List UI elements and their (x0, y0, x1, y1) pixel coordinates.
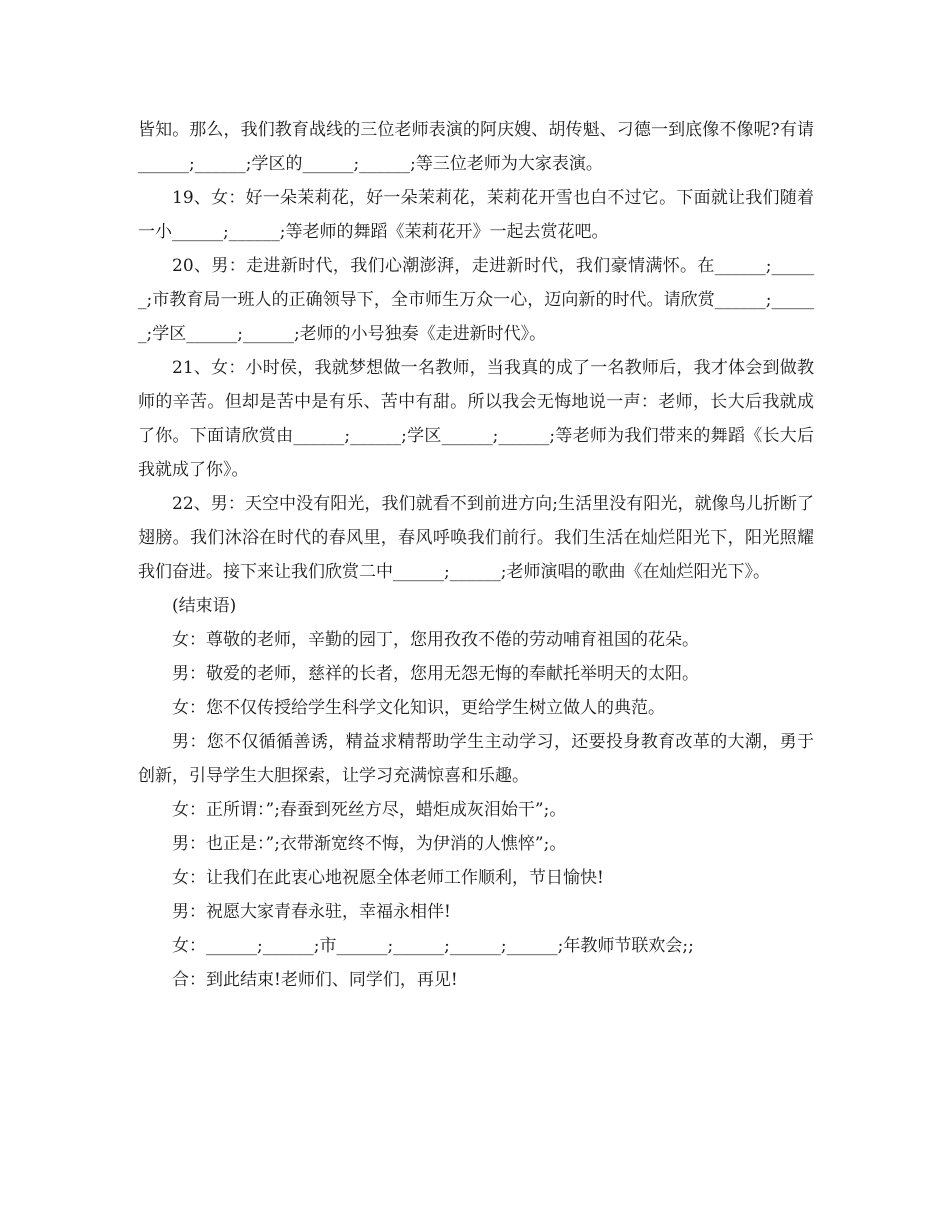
closing-heading: (结束语) (172, 596, 237, 616)
paragraph-20: 20、男：走进新时代，我们心潮澎湃，走进新时代，我们豪情满怀。在______;______;市教育局一班人的正确领导下，全市师生万众一心，迈向新的时代。请欣赏______;______;学区______;______;老师的小号独奏《走进新时代》。 (138, 256, 814, 344)
closing-line-5: 女：正所谓：”;春蚕到死丝方尽，蜡炬成灰泪始干”;。 (172, 800, 567, 820)
paragraph-19: 19、女：好一朵茉莉花，好一朵茉莉花，茉莉花开雪也白不过它。下面就让我们随着一小______;______;等老师的舞蹈《茉莉花开》一起去赏花吧。 (138, 188, 814, 242)
closing-line-3: 女：您不仅传授给学生科学文化知识，更给学生树立做人的典范。 (172, 698, 665, 718)
paragraph-22: 22、男：天空中没有阳光，我们就看不到前进方向;生活里没有阳光，就像鸟儿折断了翅膀。我们沐浴在时代的春风里，春风呼唤我们前行。我们生活在灿烂阳光下，阳光照耀我们奋进。接下来让我们欣赏二中______;______;老师演唱的歌曲《在灿烂阳光下》。 (138, 494, 814, 582)
closing-line-2: 男：敬爱的老师，慈祥的长者，您用无怨无悔的奉献托举明天的太阳。 (172, 664, 699, 684)
closing-line-9: 女：______;______;市______;______;______;______;年教师节联欢会;; (172, 936, 694, 956)
paragraph-21: 21、女：小时侯，我就梦想做一名教师，当我真的成了一名教师后，我才体会到做教师的辛苦。但却是苦中是有乐、苦中有甜。所以我会无悔地说一声：老师，长大后我就成了你。下面请欣赏由______;______;学区______;______;等老师为我们带来的舞蹈《长大后我就成了你》。 (138, 358, 814, 480)
document-body (138, 113, 814, 997)
closing-line-1: 女：尊敬的老师，辛勤的园丁，您用孜孜不倦的劳动哺育祖国的花朵。 (172, 630, 699, 650)
closing-line-7: 女：让我们在此衷心地祝愿全体老师工作顺利，节日愉快! (172, 868, 604, 888)
paragraph-intro-continuation: 皆知。那么，我们教育战线的三位老师表演的阿庆嫂、胡传魁、刁德一到底像不像呢?有请______;______;学区的______;______;等三位老师为大家表演。 (138, 120, 814, 174)
closing-line-6: 男：也正是：”;衣带渐宽终不悔，为伊消的人憔悴”;。 (172, 834, 567, 854)
closing-line-8: 男：祝愿大家青春永驻，幸福永相伴! (172, 902, 451, 922)
closing-line-4: 男：您不仅循循善诱，精益求精帮助学生主动学习，还要投身教育改革的大潮，勇于创新，引导学生大胆探索，让学习充满惊喜和乐趣。 (138, 732, 814, 786)
closing-line-10: 合：到此结束!老师们、同学们，再见! (172, 970, 458, 990)
